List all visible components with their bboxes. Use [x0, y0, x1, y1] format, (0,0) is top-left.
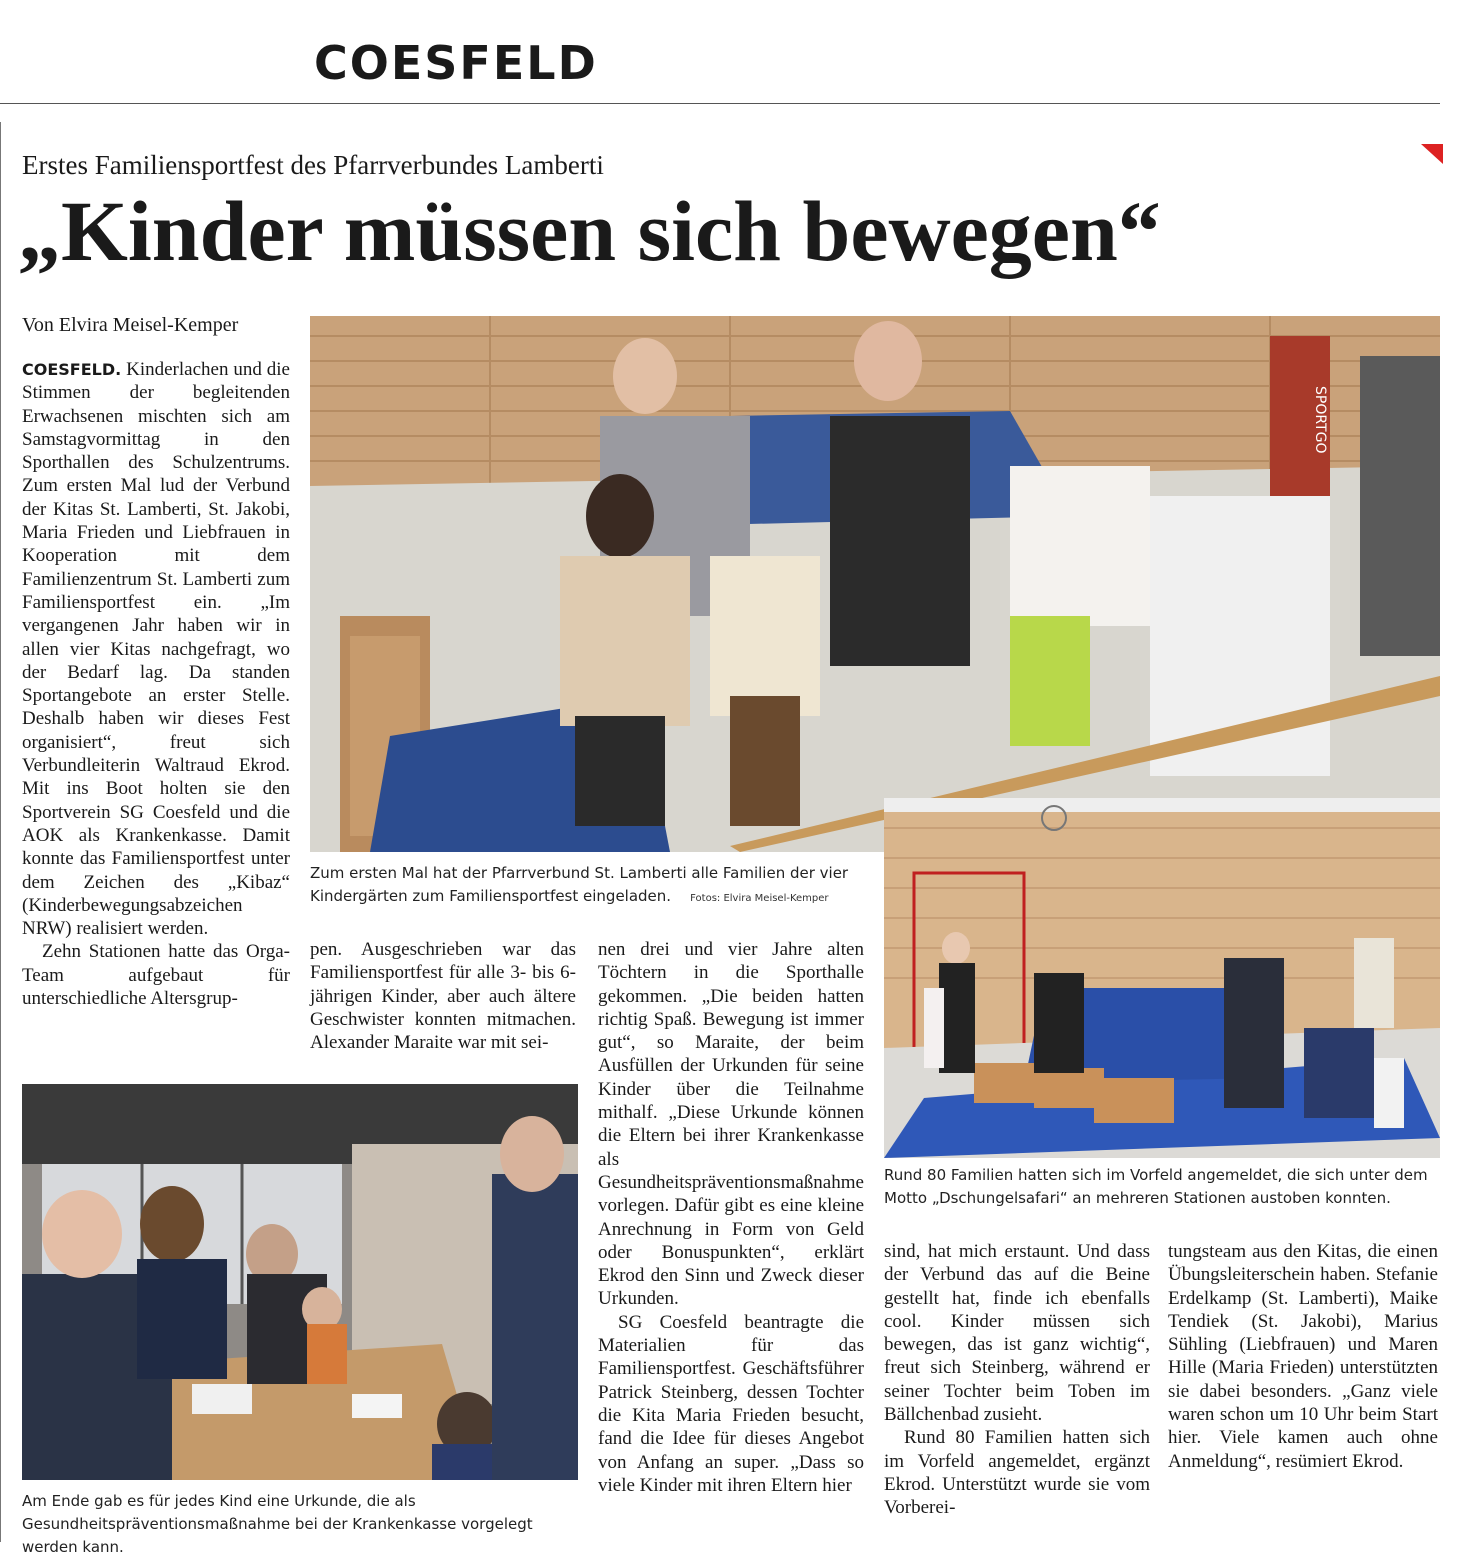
caption-text: Zum ersten Mal hat der Pfarrverbund St. Lamberti alle Familien der vier Kindergärten zum Familiensportfest eingeladen. [310, 864, 849, 905]
photo-credit: Fotos: Elvira Meisel-Kemper [690, 893, 829, 904]
paragraph: SG Coesfeld beantragte die Materialien für das Familiensportfest. Geschäftsführer Patrick Steinberg, dessen Tochter die Kita Maria Frieden besucht, fand die Idee für dieses Angebot von Anfang an super. „Dass so viele Kinder mit ihren Eltern hier [598, 1311, 864, 1496]
article-border [0, 122, 1, 1542]
corner-marker [1421, 144, 1443, 164]
paragraph: Zehn Stationen hatte das Orga-Team aufgebaut für unterschiedliche Altersgrup- [22, 941, 290, 1010]
byline: Von Elvira Meisel-Kemper [22, 314, 239, 336]
paragraph: pen. Ausgeschrieben war das Familiensportfest für alle 3- bis 6-jährigen Kinder, aber auch ältere Geschwister konnten mitmachen. Alexander Maraite war mit sei- [310, 939, 576, 1054]
paragraph: nen drei und vier Jahre alten Töchtern in die Sporthalle gekommen. „Die beiden hatten richtig Spaß. Bewegung ist immer gut“, so Maraite, der beim Ausfüllen der Urkunden für seine Kinder über die Teilnahme mithalf. „Diese Urkunde können die Eltern bei ihrer Krankenkasse als Gesundheitspräventionsmaßnahme vorlegen. Dafür gibt es eine kleine Anrechnung in Form von Geld oder Bonuspunkten“, erklärt Ekrod den Sinn und Zweck dieser Urkunden. [598, 939, 864, 1310]
paragraph [22, 358, 290, 940]
headline: „Kinder müssen sich bewegen“ [18, 183, 1161, 279]
kicker: Erstes Familiensportfest des Pfarrverbundes Lamberti [22, 150, 604, 180]
photo-certificates-image [22, 1084, 578, 1480]
photo-caption: Am Ende gab es für jedes Kind eine Urkunde, die als Gesundheitspräventionsmaßnahme bei der Krankenkasse vorgelegt werden kann. [22, 1492, 533, 1556]
photo-certificates [22, 1084, 578, 1480]
photo-gym-mats [884, 798, 1440, 1158]
photo-gym-hall-image [310, 316, 1440, 852]
photo-caption [310, 862, 866, 910]
photo-banner-text: SPORTGO [1312, 386, 1328, 454]
photo-balance-beam [310, 316, 1440, 852]
section-title: COESFELD [314, 36, 598, 90]
article-column-1 [22, 358, 290, 1010]
photo-gym-mats-image [884, 798, 1440, 1158]
photo-caption: Rund 80 Familien hatten sich im Vorfeld angemeldet, die sich unter dem Motto „Dschungelsafari“ an mehreren Stationen austoben konnten. [884, 1166, 1428, 1207]
paragraph-text: Kinderlachen und die Stimmen der begleitenden Erwachsenen mischten sich am Samstagvormittag in den Sporthallen des Schulzentrums. Zum ersten Mal lud der Verbund der Kitas St. Lamberti, St. Jakobi, Maria Frieden und Liebfrauen in Kooperation mit dem Familienzentrum St. Lamberti zum Familiensportfest ein. „Im vergangenen Jahr haben wir in allen vier Kitas nachgefragt, wo der Bedarf lag. Da standen Sportangebote an erster Stelle. Deshalb haben wir dieses Fest organisiert“, freut sich Verbundleiterin Waltraud Ekrod. Mit ins Boot holten sie den Sportverein SG Coesfeld und die AOK als Krankenkasse. Damit konnte das Familiensportfest unter dem Zeichen des „Kibaz“ (Kinderbewegungsabzeichen NRW) realisiert werden. [22, 359, 290, 940]
paragraph: tungsteam aus den Kitas, die einen Übungsleiterschein haben. Stefanie Erdelkamp (St. Lamberti), Maike Tendiek (St. Jakobi), Marius Sühling (Liebfrauen) und Maren Hille (Maria Frieden) unterstützten sie dabei besonders. „Ganz viele waren schon um 10 Uhr beim Start hier. Viele kamen auch ohne Anmeldung“, resümiert Ekrod. [1168, 1241, 1438, 1472]
paragraph: sind, hat mich erstaunt. Und dass der Verbund das auf die Beine gestellt hat, finde ich ebenfalls cool. Kinder müssen sich bewegen, das ist ganz wichtig“, freut sich Steinberg, während er seiner Tochter beim Toben im Bällchenbad zusieht. [884, 1241, 1150, 1426]
article-column-4 [884, 1240, 1150, 1520]
dateline: COESFELD. [22, 360, 122, 379]
article-column-5 [1168, 1240, 1438, 1473]
paragraph: Rund 80 Familien hatten sich im Vorfeld angemeldet, ergänzt Ekrod. Unterstützt wurde sie vom Vorberei- [884, 1427, 1150, 1519]
section-rule [0, 103, 1440, 104]
article-column-2 [310, 938, 576, 1054]
article-column-3 [598, 938, 864, 1497]
